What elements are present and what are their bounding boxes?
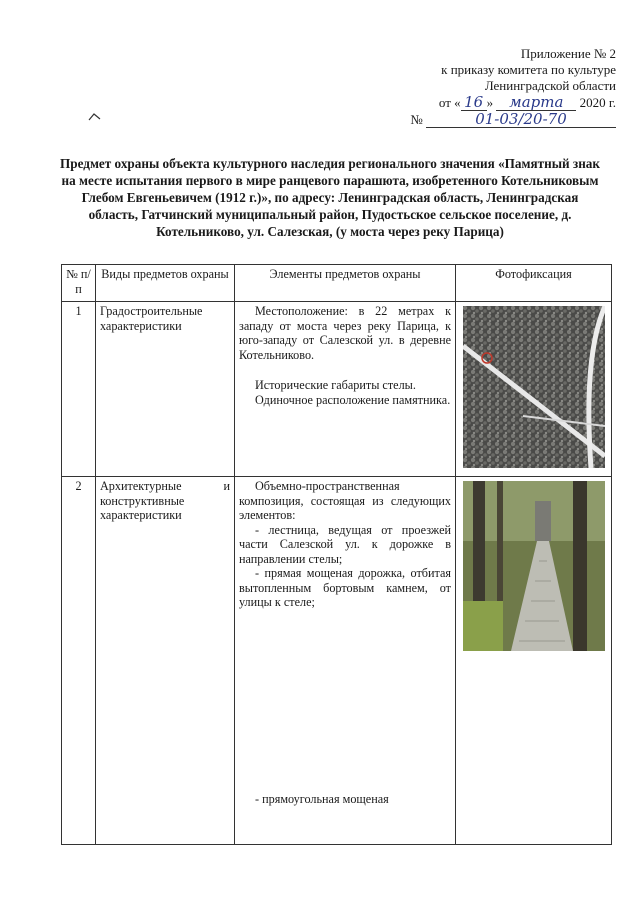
protection-table <box>61 264 612 845</box>
aerial-map-photo-icon <box>463 306 605 468</box>
element-text: Объемно-пространственная композиция, состоящая из следующих элементов: <box>239 479 451 522</box>
row-type: Архитектурные и конструктивные характеристики <box>96 477 235 845</box>
handwritten-mark-icon <box>88 113 102 121</box>
order-number <box>410 111 616 128</box>
table-row <box>62 477 612 845</box>
row-elements <box>235 477 456 845</box>
table-row <box>62 302 612 477</box>
spacer <box>239 610 451 792</box>
element-text: - лестница, ведущая от проезжей части Салезской ул. к дорожке в направлении стелы; <box>239 522 451 566</box>
row-type: Градостроительные характеристики <box>96 302 235 477</box>
element-text: Одиночное расположение памятника. <box>255 392 451 407</box>
row-elements <box>235 302 456 477</box>
spacer <box>239 362 451 378</box>
row-number: 1 <box>62 302 96 477</box>
order-date <box>410 94 616 111</box>
row-photo-cell <box>456 302 612 477</box>
column-header-elements: Элементы предметов охраны <box>235 265 456 302</box>
element-text: Местоположение: в 22 метрах к западу от моста через реку Парица, к юго-западу от Салезской ул. в деревне Котельниково. <box>239 304 451 362</box>
date-year: 2020 г. <box>579 95 616 110</box>
number-value: 01-03/20-70 <box>426 111 616 128</box>
order-header <box>410 46 616 128</box>
table-header-row <box>62 265 612 302</box>
document-title: Предмет охраны объекта культурного наследия регионального значения «Памятный знак на месте испытания первого в мире ранцевого парашюта, изобретенного Котельниковым Глебом Евгеньевичем (1912 г.)», по адресу: Ленинградская область, Ленинградская область, Гатчинский муниципальный район, Пудостьское сельское поселение, д. Котельниково, ул. Салезская, (у моста через реку Парица) <box>60 156 600 239</box>
date-day: 16 <box>461 94 487 111</box>
column-header-number: № п/п <box>62 265 96 302</box>
element-text: - прямая мощеная дорожка, отбитая вытопленным бортовым камнем, от улицы к стеле; <box>239 566 451 609</box>
date-month: марта <box>496 94 576 111</box>
element-text: - прямоугольная мощеная <box>255 791 389 806</box>
region-label: Ленинградской области <box>484 78 616 93</box>
row-photo-cell <box>456 477 612 845</box>
row-number: 2 <box>62 477 96 845</box>
column-header-type: Виды предметов охраны <box>96 265 235 302</box>
number-prefix: № <box>410 112 423 127</box>
date-mid: » <box>486 95 494 110</box>
date-prefix: от « <box>438 95 461 110</box>
element-text: Исторические габариты стелы. <box>255 378 416 392</box>
order-reference: к приказу комитета по культуре <box>441 62 616 77</box>
appendix-label: Приложение № 2 <box>520 46 616 61</box>
monument-path-photo-icon <box>463 481 605 651</box>
column-header-photo: Фотофиксация <box>456 265 612 302</box>
